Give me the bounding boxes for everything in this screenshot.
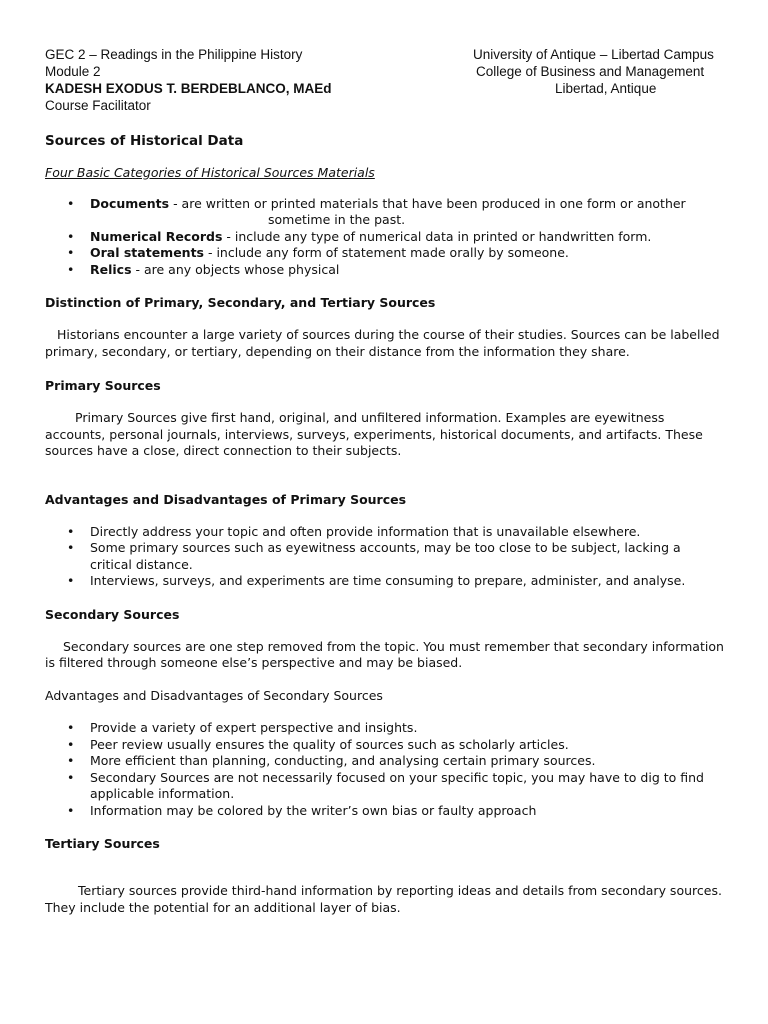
bullet-icon: • bbox=[67, 228, 75, 244]
bullet-icon: • bbox=[67, 195, 75, 211]
list-item bbox=[45, 573, 725, 590]
document-page bbox=[45, 46, 725, 916]
bullet-icon: • bbox=[67, 573, 75, 588]
list-item bbox=[45, 803, 725, 820]
categories-list bbox=[45, 196, 725, 279]
secondary-heading: Secondary Sources bbox=[45, 606, 180, 622]
list-item bbox=[45, 540, 725, 573]
list-item-text: Information may be colored by the writer’s own bias or faulty approach bbox=[90, 802, 537, 818]
bullet-icon: • bbox=[67, 736, 75, 752]
tertiary-heading: Tertiary Sources bbox=[45, 836, 160, 851]
list-item bbox=[45, 262, 725, 279]
primary-adv-list bbox=[45, 524, 725, 590]
bullet-icon: • bbox=[67, 261, 75, 277]
college-name: College of Business and Management bbox=[476, 64, 705, 79]
facilitator-role: Course Facilitator bbox=[45, 98, 151, 113]
category-desc: - include any type of numerical data in printed or handwritten form. bbox=[222, 228, 652, 244]
category-term: Relics bbox=[90, 261, 132, 277]
facilitator-name: KADESH EXODUS T. BERDEBLANCO, MAEd bbox=[45, 81, 332, 96]
list-item bbox=[45, 737, 725, 754]
list-item bbox=[45, 196, 725, 229]
course-title: GEC 2 – Readings in the Philippine History bbox=[45, 47, 303, 62]
bullet-icon: • bbox=[67, 540, 75, 555]
bullet-icon: • bbox=[67, 720, 75, 735]
list-item bbox=[45, 245, 725, 262]
category-desc-continuation: sometime in the past. bbox=[268, 212, 406, 227]
distinction-heading: Distinction of Primary, Secondary, and Tertiary Sources bbox=[45, 295, 436, 310]
secondary-paragraph: Secondary sources are one step removed from the topic. You must remember that secondary information is filtered through someone else’s perspective and may be biased. bbox=[45, 638, 724, 670]
list-item-text: Peer review usually ensures the quality of sources such as scholarly articles. bbox=[90, 736, 569, 752]
category-term: Documents bbox=[90, 195, 170, 211]
categories-heading: Four Basic Categories of Historical Sources Materials bbox=[45, 165, 375, 180]
list-item bbox=[45, 229, 725, 246]
category-desc: - are any objects whose physical bbox=[131, 261, 340, 277]
list-item-text: Interviews, surveys, and experiments are time consuming to prepare, administer, and analyse. bbox=[90, 573, 686, 588]
university-name: University of Antique – Libertad Campus bbox=[473, 47, 714, 62]
secondary-adv-list bbox=[45, 720, 725, 819]
bullet-icon: • bbox=[67, 245, 75, 260]
bullet-icon: • bbox=[67, 523, 75, 539]
bullet-icon: • bbox=[67, 802, 75, 818]
document-header bbox=[45, 46, 725, 116]
list-item bbox=[45, 753, 725, 770]
category-desc: - are written or printed materials that have been produced in one form or another bbox=[169, 195, 686, 211]
list-item bbox=[45, 770, 725, 803]
tertiary-paragraph: Tertiary sources provide third-hand information by reporting ideas and details from secondary sources. They include the potential for an additional layer of bias. bbox=[45, 883, 722, 915]
list-item-text: Secondary Sources are not necessarily focused on your specific topic, you may have to dig to find applicable information. bbox=[90, 769, 704, 801]
bullet-icon: • bbox=[67, 769, 75, 785]
distinction-paragraph: Historians encounter a large variety of sources during the course of their studies. Sources can be labelled primary, secondary, or tertiary, depending on their distance from the information they share. bbox=[45, 327, 720, 359]
campus-location: Libertad, Antique bbox=[555, 81, 657, 96]
bullet-icon: • bbox=[67, 753, 75, 768]
list-item-text: More efficient than planning, conducting, and analysing certain primary sources. bbox=[90, 753, 596, 768]
list-item-text: Some primary sources such as eyewitness accounts, may be too close to be subject, lacking a critical distance. bbox=[90, 540, 681, 572]
list-item-text: Provide a variety of expert perspective and insights. bbox=[90, 720, 418, 735]
list-item-text: Directly address your topic and often provide information that is unavailable elsewhere. bbox=[90, 523, 641, 539]
module-label: Module 2 bbox=[45, 64, 101, 79]
primary-adv-heading: Advantages and Disadvantages of Primary Sources bbox=[45, 491, 407, 507]
category-term: Oral statements bbox=[90, 245, 204, 260]
secondary-adv-heading: Advantages and Disadvantages of Secondary Sources bbox=[45, 687, 383, 703]
primary-paragraph: Primary Sources give first hand, original, and unfiltered information. Examples are eyewitness accounts, personal journals, interviews, surveys, experiments, historical documents, and artifacts. These sources have a close, direct connection to their subjects. bbox=[45, 410, 703, 458]
category-term: Numerical Records bbox=[90, 228, 223, 244]
category-desc: - include any form of statement made orally by someone. bbox=[203, 245, 569, 260]
header-right bbox=[473, 46, 733, 97]
list-item bbox=[45, 524, 725, 541]
primary-heading: Primary Sources bbox=[45, 378, 161, 393]
page-title: Sources of Historical Data bbox=[45, 133, 244, 149]
header-left bbox=[45, 46, 332, 114]
list-item bbox=[45, 720, 725, 737]
